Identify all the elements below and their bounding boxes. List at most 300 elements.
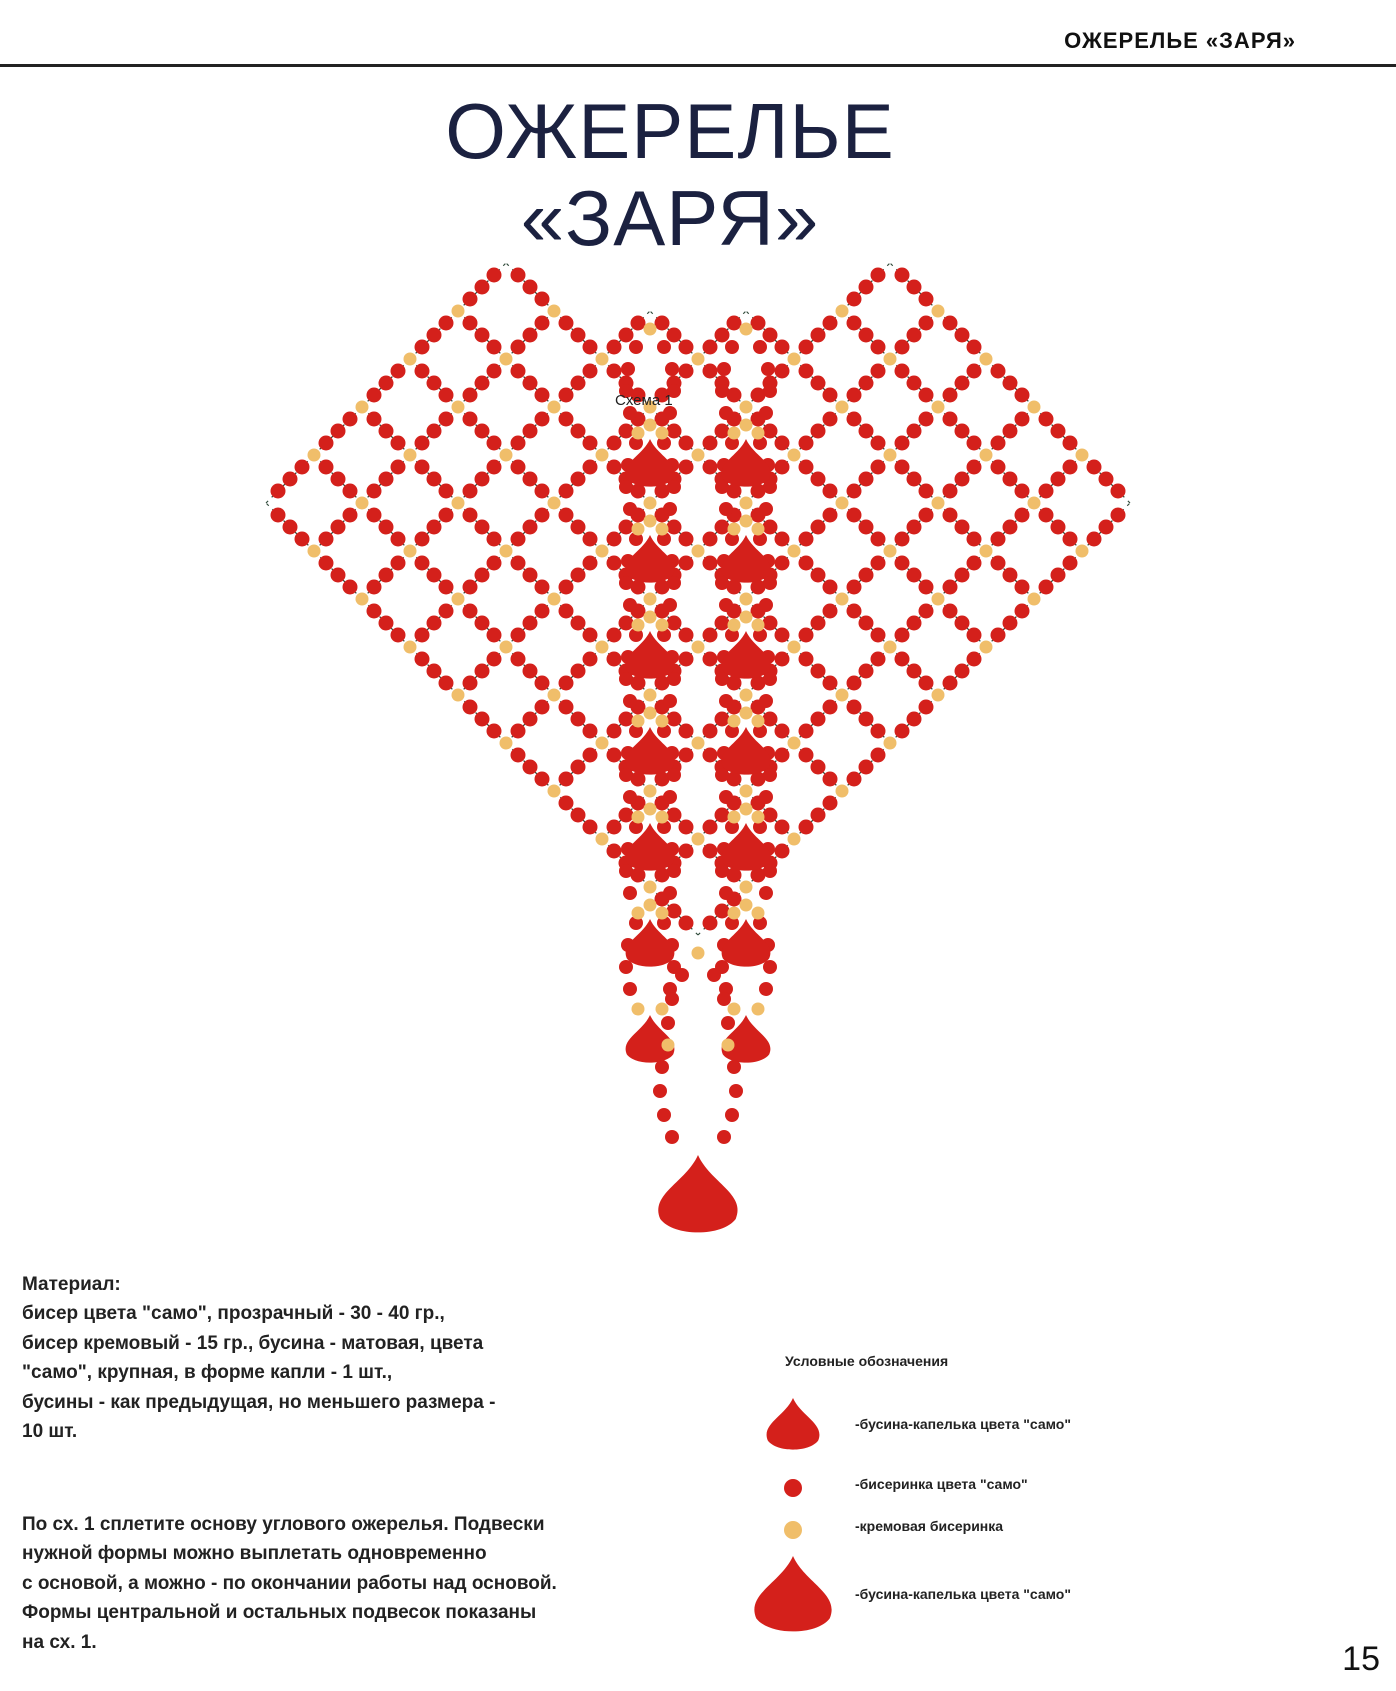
red-bead [955,520,970,535]
red-bead [955,376,970,391]
cream-bead [692,947,705,960]
cream-bead [644,881,657,894]
red-bead [331,472,346,487]
red-bead [871,628,886,643]
red-bead [475,520,490,535]
red-bead [415,460,430,475]
red-bead [715,768,729,782]
red-bead [799,820,814,835]
red-bead [523,520,538,535]
cream-bead [692,353,705,366]
cream-bead [404,545,417,558]
red-bead [675,968,689,982]
cream-bead [740,785,753,798]
red-bead [679,916,694,931]
red-bead [1003,424,1018,439]
red-bead [535,316,550,331]
red-bead [871,724,886,739]
cream-bead [728,811,741,824]
red-bead [763,424,778,439]
red-bead [535,508,550,523]
red-bead [619,768,633,782]
title-line-1: ОЖЕРЕЛЬЕ [445,87,895,175]
instructions-line: Формы центральной и остальных подвесок показаны [22,1602,537,1624]
red-bead [607,724,622,739]
red-bead [439,604,454,619]
red-bead [763,960,777,974]
red-bead [799,460,814,475]
red-bead [943,412,958,427]
red-bead [663,502,677,516]
red-bead [463,388,478,403]
instructions-block [22,1510,662,1657]
red-bead [679,436,694,451]
cream-bead [836,401,849,414]
red-bead [1039,508,1054,523]
red-bead [619,864,633,878]
cream-bead [548,689,561,702]
red-bead [619,424,634,439]
large-drop-bead [658,1155,737,1232]
red-bead [1003,376,1018,391]
red-bead [763,672,777,686]
red-bead [367,412,382,427]
red-bead [1003,520,1018,535]
red-bead [943,604,958,619]
red-bead [439,412,454,427]
red-bead [391,460,406,475]
red-bead [775,820,790,835]
red-bead [919,316,934,331]
red-bead [759,790,773,804]
red-bead [1111,508,1126,523]
red-bead [657,340,671,354]
red-bead [719,694,733,708]
cream-bead [452,593,465,606]
red-bead [1015,604,1030,619]
cream-bead [404,641,417,654]
red-bead [823,484,838,499]
red-bead [1015,508,1030,523]
red-bead [1099,472,1114,487]
red-bead [343,484,358,499]
red-bead [907,376,922,391]
red-bead [799,532,814,547]
cream-bead [548,305,561,318]
red-bead [679,556,694,571]
red-bead [991,628,1006,643]
red-bead [583,652,598,667]
red-bead [859,472,874,487]
red-bead [799,436,814,451]
red-bead [463,604,478,619]
red-bead [607,628,622,643]
red-bead [775,556,790,571]
red-bead [775,340,790,355]
red-bead [319,436,334,451]
red-bead [475,328,490,343]
red-bead [823,388,838,403]
red-bead [703,340,718,355]
cream-bead [752,715,765,728]
red-bead [955,424,970,439]
red-bead [415,628,430,643]
cream-bead [836,689,849,702]
red-bead [657,1108,671,1122]
instructions-line: нужной формы можно выплетать одновременно [22,1543,487,1565]
red-bead [943,388,958,403]
red-bead [583,724,598,739]
red-bead [1063,556,1078,571]
red-bead [571,472,586,487]
red-bead [859,616,874,631]
red-bead [571,760,586,775]
red-bead [991,532,1006,547]
red-bead [1039,412,1054,427]
red-bead [463,700,478,715]
red-bead [721,1016,735,1030]
materials-line: бисер кремовый - 15 гр., бусина - матовая, цвета [22,1332,484,1354]
red-bead [715,616,730,631]
cream-bead [980,449,993,462]
red-bead [1087,460,1102,475]
red-bead [1003,472,1018,487]
cream-bead [308,449,321,462]
red-bead [967,460,982,475]
cream-bead [662,1039,675,1052]
red-bead [559,508,574,523]
legend-item-large-drop: -бусина-капелька цвета "само" [855,1586,1071,1602]
red-bead [811,376,826,391]
cream-bead [548,593,561,606]
red-bead [943,508,958,523]
red-bead [727,316,742,331]
red-bead [679,724,694,739]
red-bead [439,508,454,523]
red-bead [955,472,970,487]
red-bead [663,886,677,900]
red-bead [703,652,718,667]
cream-bead [632,1003,645,1016]
red-bead [859,520,874,535]
red-bead [955,568,970,583]
red-bead [753,340,767,354]
red-bead [811,760,826,775]
red-bead [763,328,778,343]
cream-bead [728,427,741,440]
red-bead [1015,580,1030,595]
red-bead [715,424,730,439]
title-line-2: «ЗАРЯ» [520,174,820,263]
red-bead [559,580,574,595]
red-bead [571,664,586,679]
red-bead [847,676,862,691]
red-bead [583,628,598,643]
red-bead [715,480,729,494]
cream-bead [596,545,609,558]
cream-bead [722,1039,735,1052]
red-bead [607,820,622,835]
cream-bead [836,497,849,510]
red-bead [331,568,346,583]
red-bead [607,844,622,859]
cream-bead [884,449,897,462]
cream-bead [632,427,645,440]
red-bead [751,316,766,331]
cream-bead [632,619,645,632]
red-bead [571,712,586,727]
red-bead [665,992,679,1006]
red-bead [763,520,778,535]
red-bead [919,580,934,595]
red-bead [715,328,730,343]
red-bead [799,340,814,355]
red-bead [629,340,643,354]
red-bead [823,700,838,715]
cream-bead [644,689,657,702]
red-bead [759,982,773,996]
cream-bead [728,715,741,728]
red-bead [991,556,1006,571]
cream-bead [656,1003,669,1016]
red-bead [763,480,777,494]
cream-bead [752,619,765,632]
red-bead [523,328,538,343]
red-bead [607,436,622,451]
red-bead [1111,484,1126,499]
red-bead [559,676,574,691]
red-bead [871,460,886,475]
instructions-line: По сх. 1 сплетите основу углового ожерелья. Подвески [22,1514,545,1535]
cream-bead [500,353,513,366]
cream-bead [752,427,765,440]
red-bead [763,712,778,727]
red-bead [859,376,874,391]
red-bead [623,502,637,516]
red-bead [583,532,598,547]
cream-bead [728,907,741,920]
red-bead [391,628,406,643]
red-bead [661,1016,675,1030]
red-bead [367,484,382,499]
red-bead [571,328,586,343]
red-bead [439,316,454,331]
red-bead [919,700,934,715]
cream-bead [644,323,657,336]
cream-bead [740,899,753,912]
red-bead [967,436,982,451]
cream-bead [596,833,609,846]
red-bead [715,712,730,727]
red-bead [487,724,502,739]
red-bead [895,460,910,475]
red-bead [439,388,454,403]
cream-bead [740,401,753,414]
cream-bead [1076,545,1089,558]
red-bead [847,412,862,427]
cream-bead [884,737,897,750]
red-bead [655,1060,669,1074]
red-bead [943,316,958,331]
red-bead [415,652,430,667]
red-bead [559,316,574,331]
red-bead [463,412,478,427]
cream-bead [1028,497,1041,510]
red-bead [895,556,910,571]
red-bead [967,340,982,355]
red-bead [775,844,790,859]
cream-bead [500,641,513,654]
red-bead [379,520,394,535]
red-bead [523,616,538,631]
cream-bead [644,707,657,720]
red-bead [583,340,598,355]
red-bead [919,292,934,307]
red-bead [619,960,633,974]
red-bead [607,532,622,547]
cream-bead [596,353,609,366]
red-bead [703,916,718,931]
cream-bead [740,707,753,720]
cream-bead [836,593,849,606]
cream-bead [356,401,369,414]
cream-bead [596,737,609,750]
red-bead [703,748,718,763]
red-bead [799,724,814,739]
cream-bead [692,449,705,462]
red-bead [715,904,730,919]
red-bead [511,748,526,763]
red-bead [283,472,298,487]
red-bead [607,652,622,667]
red-bead [1051,568,1066,583]
cream-bead [932,401,945,414]
red-bead [1063,532,1078,547]
cream-bead [740,593,753,606]
cream-bead [752,523,765,536]
red-bead [619,480,633,494]
red-bead [559,796,574,811]
red-bead [619,808,634,823]
cream-bead [980,545,993,558]
red-bead [703,820,718,835]
scheme-label: Схема 1 [615,392,673,409]
red-bead [703,724,718,739]
red-bead [775,460,790,475]
cream-bead [980,353,993,366]
red-bead [907,424,922,439]
red-bead [907,280,922,295]
red-bead [319,532,334,547]
cream-bead [836,305,849,318]
red-bead [1087,532,1102,547]
red-bead [679,340,694,355]
red-bead [1099,520,1114,535]
red-bead [583,436,598,451]
red-bead [729,1084,743,1098]
red-bead [799,748,814,763]
red-bead [907,568,922,583]
red-bead [535,700,550,715]
red-bead [847,700,862,715]
red-bead [663,790,677,804]
red-bead [871,340,886,355]
cream-bead [644,419,657,432]
red-bead [823,316,838,331]
red-bead [343,508,358,523]
red-bead [619,576,633,590]
red-bead [623,886,637,900]
red-bead [967,628,982,643]
red-bead [475,568,490,583]
cream-bead [1076,449,1089,462]
red-bead [967,532,982,547]
cream-bead [932,689,945,702]
red-bead [415,556,430,571]
red-bead [679,460,694,475]
red-bead [1039,580,1054,595]
red-bead [799,556,814,571]
cream-bead [728,1003,741,1016]
red-bead [367,508,382,523]
red-bead [859,280,874,295]
red-bead [523,280,538,295]
red-bead [559,700,574,715]
cream-bead [548,785,561,798]
red-bead [511,460,526,475]
red-bead [619,712,634,727]
red-bead [703,364,718,379]
red-bead [583,748,598,763]
red-bead [427,472,442,487]
red-bead [907,664,922,679]
red-bead [847,388,862,403]
small-drop-icon [767,1398,820,1450]
red-bead [607,556,622,571]
red-bead [631,316,646,331]
cream-bead [452,305,465,318]
cream-bead [452,401,465,414]
red-bead [719,502,733,516]
red-bead [511,532,526,547]
red-bead [907,712,922,727]
red-bead [823,508,838,523]
red-bead [703,436,718,451]
red-bead [535,604,550,619]
cream-bead [752,811,765,824]
red-bead [907,472,922,487]
cream-bead [656,523,669,536]
red-bead [707,968,721,982]
instructions-line: на сх. 1. [22,1631,97,1653]
red-bead [759,502,773,516]
red-bead [619,616,634,631]
red-bead [667,520,682,535]
red-bead [607,460,622,475]
red-bead [759,694,773,708]
red-bead [943,676,958,691]
red-bead [463,484,478,499]
red-bead [955,328,970,343]
cream-bead [500,545,513,558]
red-bead-icon [784,1479,802,1497]
red-bead [523,712,538,727]
red-bead [667,712,682,727]
red-bead [1051,520,1066,535]
red-bead [871,652,886,667]
red-bead [655,316,670,331]
red-bead [487,436,502,451]
